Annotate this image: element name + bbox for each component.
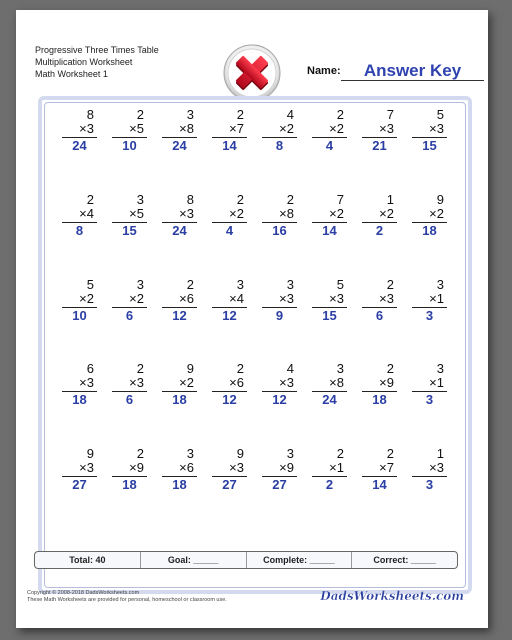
multiplicand: 9 bbox=[186, 361, 194, 376]
multiplicand: 2 bbox=[386, 361, 394, 376]
answer: 10 bbox=[72, 308, 87, 323]
multiplicand: 4 bbox=[286, 107, 294, 122]
multiplication-problem bbox=[212, 362, 244, 422]
multiplier: ×9 bbox=[379, 375, 394, 390]
multiplication-problem bbox=[212, 278, 244, 338]
multiplication-problem bbox=[112, 278, 144, 338]
copyright-notice bbox=[27, 590, 227, 604]
score-complete: Complete: _____ bbox=[247, 552, 353, 568]
multiplication-problem bbox=[62, 108, 94, 168]
answer: 24 bbox=[322, 392, 337, 407]
multiplicand: 2 bbox=[136, 446, 144, 461]
answer: 14 bbox=[322, 223, 337, 238]
multiplicand: 2 bbox=[236, 192, 244, 207]
multiplicand: 2 bbox=[336, 446, 344, 461]
answer: 27 bbox=[272, 477, 287, 492]
answer: 12 bbox=[222, 392, 237, 407]
usage-line: These Math Worksheets are provided for personal, homeschool or classroom use. bbox=[27, 597, 227, 603]
multiplicand: 7 bbox=[386, 107, 394, 122]
multiplier: ×6 bbox=[179, 291, 194, 306]
answer: 10 bbox=[122, 138, 137, 153]
multiplier: ×2 bbox=[79, 291, 94, 306]
answer: 8 bbox=[75, 223, 84, 238]
multiplication-problem bbox=[62, 362, 94, 422]
multiplier: ×6 bbox=[229, 375, 244, 390]
multiplication-problem bbox=[212, 447, 244, 507]
multiplier: ×2 bbox=[379, 206, 394, 221]
answer: 18 bbox=[422, 223, 437, 238]
multiplication-problem bbox=[312, 193, 344, 253]
score-total: Total: 40 bbox=[35, 552, 141, 568]
multiplicand: 3 bbox=[286, 446, 294, 461]
multiplicand: 1 bbox=[436, 446, 444, 461]
multiplicand: 2 bbox=[386, 277, 394, 292]
multiplicand: 3 bbox=[186, 446, 194, 461]
answer: 24 bbox=[72, 138, 87, 153]
multiplier: ×8 bbox=[329, 375, 344, 390]
answer: 27 bbox=[72, 477, 87, 492]
answer: 21 bbox=[372, 138, 387, 153]
multiplication-problem bbox=[412, 278, 444, 338]
answer: 15 bbox=[422, 138, 437, 153]
multiplicand: 2 bbox=[236, 107, 244, 122]
multiplier: ×2 bbox=[429, 206, 444, 221]
multiplication-problem bbox=[262, 193, 294, 253]
multiplicand: 8 bbox=[86, 107, 94, 122]
multiplier: ×1 bbox=[329, 460, 344, 475]
multiplier: ×3 bbox=[79, 121, 94, 136]
multiplication-problem bbox=[412, 362, 444, 422]
multiplicand: 4 bbox=[286, 361, 294, 376]
answer: 18 bbox=[172, 477, 187, 492]
multiplication-problem bbox=[62, 278, 94, 338]
multiplication-problem bbox=[262, 108, 294, 168]
answer: 6 bbox=[375, 308, 384, 323]
multiplication-problem bbox=[362, 278, 394, 338]
answer: 15 bbox=[122, 223, 137, 238]
multiplication-problem bbox=[162, 447, 194, 507]
multiplier: ×1 bbox=[429, 291, 444, 306]
multiplier: ×3 bbox=[179, 206, 194, 221]
worksheet-page bbox=[16, 10, 488, 628]
multiplication-problem bbox=[162, 362, 194, 422]
score-goal: Goal: _____ bbox=[141, 552, 247, 568]
multiplicand: 3 bbox=[136, 192, 144, 207]
multiplication-problem bbox=[362, 362, 394, 422]
multiplier: ×3 bbox=[279, 375, 294, 390]
multiplication-problem bbox=[212, 108, 244, 168]
multiplier: ×2 bbox=[329, 206, 344, 221]
multiplicand: 2 bbox=[136, 107, 144, 122]
multiplicand: 3 bbox=[286, 277, 294, 292]
multiplier: ×3 bbox=[229, 460, 244, 475]
multiplication-problem bbox=[262, 362, 294, 422]
dadsworksheets-logo bbox=[320, 584, 466, 606]
worksheet-title: Progressive Three Times Table bbox=[35, 45, 159, 55]
multiplication-problem bbox=[362, 447, 394, 507]
multiplication-problem bbox=[262, 447, 294, 507]
multiplication-problem bbox=[262, 278, 294, 338]
multiplication-problem bbox=[62, 447, 94, 507]
multiplication-problem bbox=[312, 278, 344, 338]
multiplicand: 1 bbox=[386, 192, 394, 207]
multiplication-problem bbox=[162, 193, 194, 253]
multiplier: ×2 bbox=[329, 121, 344, 136]
multiplier: ×5 bbox=[129, 206, 144, 221]
name-label: Name: bbox=[307, 65, 341, 77]
answer: 9 bbox=[275, 308, 284, 323]
multiplicand: 2 bbox=[236, 361, 244, 376]
multiplier: ×3 bbox=[329, 291, 344, 306]
answer: 18 bbox=[72, 392, 87, 407]
brand-text: DadsWorksheets.com bbox=[320, 589, 464, 603]
multiplier: ×1 bbox=[429, 375, 444, 390]
multiplicand: 9 bbox=[236, 446, 244, 461]
multiplier: ×7 bbox=[379, 460, 394, 475]
multiplier: ×9 bbox=[279, 460, 294, 475]
multiplication-problem bbox=[362, 193, 394, 253]
multiplicand: 3 bbox=[436, 361, 444, 376]
multiplier: ×5 bbox=[129, 121, 144, 136]
problem-row bbox=[54, 362, 470, 422]
multiplicand: 5 bbox=[436, 107, 444, 122]
multiplication-problem bbox=[362, 108, 394, 168]
answer: 14 bbox=[372, 477, 387, 492]
multiplication-problem bbox=[112, 108, 144, 168]
multiplicand: 5 bbox=[336, 277, 344, 292]
multiplier: ×3 bbox=[429, 121, 444, 136]
answer: 24 bbox=[172, 223, 187, 238]
copyright-line: Copyright © 2008-2018 DadsWorksheets.com bbox=[27, 590, 140, 596]
multiplier: ×8 bbox=[279, 206, 294, 221]
multiplicand: 3 bbox=[336, 361, 344, 376]
multiplicand: 2 bbox=[386, 446, 394, 461]
multiplier: ×3 bbox=[79, 460, 94, 475]
multiplier: ×4 bbox=[229, 291, 244, 306]
problem-frame bbox=[38, 96, 472, 594]
answer: 18 bbox=[122, 477, 137, 492]
worksheet-title-block bbox=[35, 44, 159, 80]
multiplier: ×8 bbox=[179, 121, 194, 136]
multiplication-problem bbox=[162, 108, 194, 168]
answer: 2 bbox=[325, 477, 334, 492]
multiplicand: 9 bbox=[86, 446, 94, 461]
multiplicand: 3 bbox=[236, 277, 244, 292]
multiplier: ×3 bbox=[379, 291, 394, 306]
problem-row bbox=[54, 193, 470, 253]
answer: 3 bbox=[425, 477, 434, 492]
multiplier: ×3 bbox=[279, 291, 294, 306]
multiplier: ×4 bbox=[79, 206, 94, 221]
answer: 6 bbox=[125, 308, 134, 323]
multiplicand: 3 bbox=[136, 277, 144, 292]
multiplier: ×3 bbox=[379, 121, 394, 136]
answer: 18 bbox=[372, 392, 387, 407]
multiplier: ×6 bbox=[179, 460, 194, 475]
answer: 4 bbox=[225, 223, 234, 238]
score-correct: Correct: _____ bbox=[373, 555, 436, 565]
multiplier: ×7 bbox=[229, 121, 244, 136]
multiplier: ×3 bbox=[129, 375, 144, 390]
problem-row bbox=[54, 278, 470, 338]
multiplicand: 3 bbox=[436, 277, 444, 292]
multiplicand: 9 bbox=[436, 192, 444, 207]
multiplier: ×9 bbox=[129, 460, 144, 475]
multiplication-problem bbox=[412, 447, 444, 507]
multiplicand: 2 bbox=[86, 192, 94, 207]
answer: 3 bbox=[425, 392, 434, 407]
score-bar bbox=[34, 551, 458, 569]
multiplier: ×2 bbox=[279, 121, 294, 136]
multiplication-problem bbox=[112, 193, 144, 253]
multiplication-problem bbox=[112, 362, 144, 422]
multiplier: ×3 bbox=[429, 460, 444, 475]
multiplication-problem bbox=[412, 108, 444, 168]
multiplier: ×3 bbox=[79, 375, 94, 390]
multiplicand: 2 bbox=[136, 361, 144, 376]
answer: 12 bbox=[172, 308, 187, 323]
multiplication-problem bbox=[312, 447, 344, 507]
multiplication-problem bbox=[312, 362, 344, 422]
multiplication-problem bbox=[112, 447, 144, 507]
answer: 2 bbox=[375, 223, 384, 238]
multiplication-problem bbox=[212, 193, 244, 253]
multiplication-problem bbox=[312, 108, 344, 168]
multiplier: ×2 bbox=[179, 375, 194, 390]
multiplier: ×2 bbox=[229, 206, 244, 221]
multiplication-problem bbox=[412, 193, 444, 253]
answer: 3 bbox=[425, 308, 434, 323]
multiplicand: 2 bbox=[186, 277, 194, 292]
worksheet-number: Math Worksheet 1 bbox=[35, 69, 108, 79]
multiplicand: 2 bbox=[286, 192, 294, 207]
answer: 12 bbox=[222, 308, 237, 323]
multiplicand: 3 bbox=[186, 107, 194, 122]
answer: 8 bbox=[275, 138, 284, 153]
multiplicand: 2 bbox=[336, 107, 344, 122]
answer: 27 bbox=[222, 477, 237, 492]
name-field[interactable] bbox=[341, 61, 484, 81]
problem-row bbox=[54, 108, 470, 168]
answer: 14 bbox=[222, 138, 237, 153]
problem-row bbox=[54, 447, 470, 507]
answer: 4 bbox=[325, 138, 334, 153]
answer: 16 bbox=[272, 223, 287, 238]
multiplicand: 8 bbox=[186, 192, 194, 207]
multiplicand: 6 bbox=[86, 361, 94, 376]
multiplicand: 5 bbox=[86, 277, 94, 292]
answer: 6 bbox=[125, 392, 134, 407]
red-x-icon bbox=[222, 43, 282, 103]
multiplicand: 7 bbox=[336, 192, 344, 207]
multiplier: ×2 bbox=[129, 291, 144, 306]
multiplication-problem bbox=[162, 278, 194, 338]
multiplication-problem bbox=[62, 193, 94, 253]
answer: 12 bbox=[272, 392, 287, 407]
answer: 15 bbox=[322, 308, 337, 323]
answer: 24 bbox=[172, 138, 187, 153]
worksheet-subtitle: Multiplication Worksheet bbox=[35, 57, 133, 67]
answer: 18 bbox=[172, 392, 187, 407]
answer-key-text: Answer Key bbox=[363, 61, 462, 80]
